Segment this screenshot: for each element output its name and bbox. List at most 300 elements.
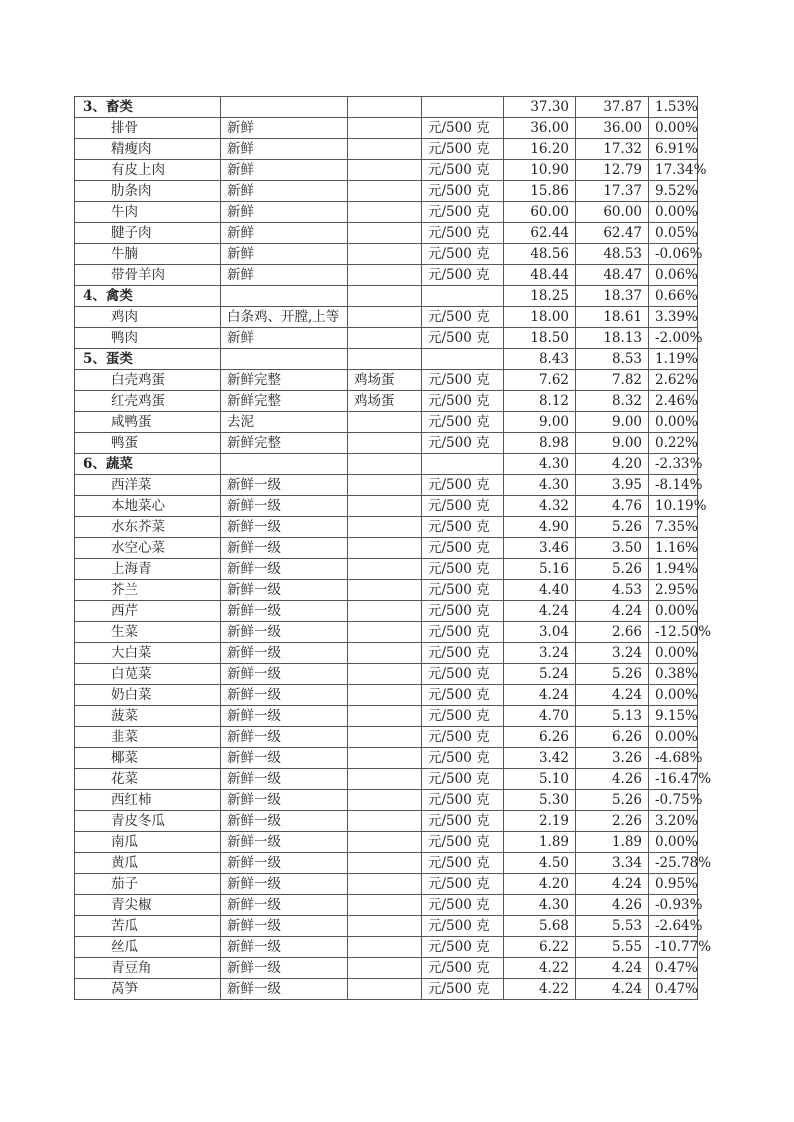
- unit-cell: 元/500 克: [422, 391, 504, 412]
- unit-cell: 元/500 克: [422, 580, 504, 601]
- change-percent-cell: 0.47%: [649, 979, 698, 1000]
- previous-price-cell: 8.43: [504, 349, 576, 370]
- unit-cell: 元/500 克: [422, 328, 504, 349]
- previous-price-cell: 8.12: [504, 391, 576, 412]
- change-percent-cell: 3.20%: [649, 811, 698, 832]
- current-price-cell: 4.76: [576, 496, 649, 517]
- spec-cell: 新鲜一级: [221, 601, 348, 622]
- note-cell: [348, 160, 422, 181]
- note-cell: [348, 706, 422, 727]
- unit-cell: 元/500 克: [422, 265, 504, 286]
- note-cell: [348, 664, 422, 685]
- item-name-cell: 大白菜: [75, 643, 221, 664]
- current-price-cell: 18.37: [576, 286, 649, 307]
- current-price-cell: 3.50: [576, 538, 649, 559]
- change-percent-cell: 0.00%: [649, 118, 698, 139]
- unit-cell: 元/500 克: [422, 727, 504, 748]
- unit-cell: 元/500 克: [422, 622, 504, 643]
- spec-cell: 新鲜完整: [221, 433, 348, 454]
- current-price-cell: 8.53: [576, 349, 649, 370]
- note-cell: [348, 349, 422, 370]
- item-name-cell: 椰菜: [75, 748, 221, 769]
- note-cell: [348, 601, 422, 622]
- table-row: [75, 979, 698, 1000]
- note-cell: [348, 748, 422, 769]
- table-row: [75, 496, 698, 517]
- note-cell: [348, 412, 422, 433]
- previous-price-cell: 48.56: [504, 244, 576, 265]
- current-price-cell: 18.61: [576, 307, 649, 328]
- note-cell: [348, 895, 422, 916]
- change-percent-cell: -0.06%: [649, 244, 698, 265]
- item-name-cell: 有皮上肉: [75, 160, 221, 181]
- note-cell: [348, 790, 422, 811]
- note-cell: [348, 685, 422, 706]
- table-row: [75, 538, 698, 559]
- current-price-cell: 4.24: [576, 874, 649, 895]
- unit-cell: [422, 454, 504, 475]
- table-row: [75, 433, 698, 454]
- note-cell: [348, 496, 422, 517]
- spec-cell: 白条鸡、开膛,上等: [221, 307, 348, 328]
- item-name-cell: 西芹: [75, 601, 221, 622]
- change-percent-cell: 10.19%: [649, 496, 698, 517]
- current-price-cell: 37.87: [576, 97, 649, 118]
- unit-cell: 元/500 克: [422, 979, 504, 1000]
- current-price-cell: 3.34: [576, 853, 649, 874]
- previous-price-cell: 2.19: [504, 811, 576, 832]
- note-cell: [348, 958, 422, 979]
- table-row: [75, 517, 698, 538]
- unit-cell: 元/500 克: [422, 685, 504, 706]
- previous-price-cell: 4.24: [504, 685, 576, 706]
- note-cell: [348, 559, 422, 580]
- change-percent-cell: 0.00%: [649, 685, 698, 706]
- item-name-cell: 红壳鸡蛋: [75, 391, 221, 412]
- current-price-cell: 4.20: [576, 454, 649, 475]
- item-name-cell: 芥兰: [75, 580, 221, 601]
- previous-price-cell: 6.22: [504, 937, 576, 958]
- table-row: [75, 181, 698, 202]
- current-price-cell: 9.00: [576, 412, 649, 433]
- change-percent-cell: 0.05%: [649, 223, 698, 244]
- unit-cell: 元/500 克: [422, 895, 504, 916]
- unit-cell: 元/500 克: [422, 664, 504, 685]
- current-price-cell: 8.32: [576, 391, 649, 412]
- change-percent-cell: 3.39%: [649, 307, 698, 328]
- current-price-cell: 6.26: [576, 727, 649, 748]
- table-row: [75, 706, 698, 727]
- spec-cell: 新鲜一级: [221, 811, 348, 832]
- table-row: [75, 370, 698, 391]
- change-percent-cell: -25.78%: [649, 853, 698, 874]
- previous-price-cell: 18.25: [504, 286, 576, 307]
- spec-cell: 去泥: [221, 412, 348, 433]
- unit-cell: 元/500 克: [422, 475, 504, 496]
- spec-cell: [221, 349, 348, 370]
- note-cell: 鸡场蛋: [348, 370, 422, 391]
- spec-cell: 新鲜: [221, 160, 348, 181]
- previous-price-cell: 3.24: [504, 643, 576, 664]
- change-percent-cell: 0.38%: [649, 664, 698, 685]
- item-name-cell: 苦瓜: [75, 916, 221, 937]
- spec-cell: 新鲜: [221, 265, 348, 286]
- unit-cell: 元/500 克: [422, 202, 504, 223]
- spec-cell: 新鲜: [221, 181, 348, 202]
- spec-cell: 新鲜一级: [221, 559, 348, 580]
- table-row: [75, 601, 698, 622]
- note-cell: [348, 811, 422, 832]
- change-percent-cell: 7.35%: [649, 517, 698, 538]
- spec-cell: 新鲜一级: [221, 916, 348, 937]
- change-percent-cell: 2.95%: [649, 580, 698, 601]
- note-cell: [348, 475, 422, 496]
- unit-cell: 元/500 克: [422, 748, 504, 769]
- table-row: [75, 202, 698, 223]
- table-row: [75, 244, 698, 265]
- note-cell: [348, 118, 422, 139]
- note-cell: [348, 937, 422, 958]
- unit-cell: 元/500 克: [422, 643, 504, 664]
- table-row: [75, 937, 698, 958]
- item-name-cell: 菠菜: [75, 706, 221, 727]
- unit-cell: 元/500 克: [422, 874, 504, 895]
- item-name-cell: 鸡肉: [75, 307, 221, 328]
- spec-cell: 新鲜一级: [221, 664, 348, 685]
- table-row: [75, 139, 698, 160]
- spec-cell: 新鲜一级: [221, 790, 348, 811]
- spec-cell: 新鲜: [221, 118, 348, 139]
- current-price-cell: 4.26: [576, 895, 649, 916]
- note-cell: [348, 97, 422, 118]
- current-price-cell: 3.26: [576, 748, 649, 769]
- change-percent-cell: 2.62%: [649, 370, 698, 391]
- change-percent-cell: 1.94%: [649, 559, 698, 580]
- category-name-cell: 5、蛋类: [75, 349, 221, 370]
- category-row: [75, 97, 698, 118]
- previous-price-cell: 15.86: [504, 181, 576, 202]
- current-price-cell: 17.37: [576, 181, 649, 202]
- note-cell: [348, 181, 422, 202]
- unit-cell: 元/500 克: [422, 937, 504, 958]
- category-name-cell: 6、蔬菜: [75, 454, 221, 475]
- previous-price-cell: 36.00: [504, 118, 576, 139]
- spec-cell: 新鲜: [221, 223, 348, 244]
- item-name-cell: 茄子: [75, 874, 221, 895]
- category-row: [75, 349, 698, 370]
- note-cell: [348, 832, 422, 853]
- previous-price-cell: 4.20: [504, 874, 576, 895]
- price-table: [74, 96, 712, 1000]
- unit-cell: 元/500 克: [422, 853, 504, 874]
- unit-cell: 元/500 克: [422, 433, 504, 454]
- previous-price-cell: 5.68: [504, 916, 576, 937]
- previous-price-cell: 16.20: [504, 139, 576, 160]
- item-name-cell: 牛肉: [75, 202, 221, 223]
- current-price-cell: 60.00: [576, 202, 649, 223]
- current-price-cell: 48.47: [576, 265, 649, 286]
- item-name-cell: 韭菜: [75, 727, 221, 748]
- current-price-cell: 3.95: [576, 475, 649, 496]
- item-name-cell: 白壳鸡蛋: [75, 370, 221, 391]
- table-row: [75, 643, 698, 664]
- previous-price-cell: 3.04: [504, 622, 576, 643]
- unit-cell: [422, 349, 504, 370]
- spec-cell: 新鲜一级: [221, 475, 348, 496]
- change-percent-cell: -16.47%: [649, 769, 698, 790]
- unit-cell: 元/500 克: [422, 706, 504, 727]
- unit-cell: 元/500 克: [422, 118, 504, 139]
- spec-cell: 新鲜一级: [221, 979, 348, 1000]
- note-cell: [348, 328, 422, 349]
- unit-cell: 元/500 克: [422, 160, 504, 181]
- change-percent-cell: 0.00%: [649, 643, 698, 664]
- spec-cell: 新鲜一级: [221, 937, 348, 958]
- current-price-cell: 1.89: [576, 832, 649, 853]
- table-row: [75, 622, 698, 643]
- current-price-cell: 2.26: [576, 811, 649, 832]
- current-price-cell: 5.26: [576, 664, 649, 685]
- current-price-cell: 5.55: [576, 937, 649, 958]
- note-cell: [348, 580, 422, 601]
- table-row: [75, 118, 698, 139]
- unit-cell: 元/500 克: [422, 958, 504, 979]
- change-percent-cell: 6.91%: [649, 139, 698, 160]
- unit-cell: 元/500 克: [422, 223, 504, 244]
- previous-price-cell: 4.30: [504, 895, 576, 916]
- table-row: [75, 832, 698, 853]
- item-name-cell: 腱子肉: [75, 223, 221, 244]
- unit-cell: 元/500 克: [422, 811, 504, 832]
- previous-price-cell: 62.44: [504, 223, 576, 244]
- change-percent-cell: -4.68%: [649, 748, 698, 769]
- spec-cell: 新鲜: [221, 244, 348, 265]
- previous-price-cell: 4.40: [504, 580, 576, 601]
- spec-cell: 新鲜一级: [221, 958, 348, 979]
- previous-price-cell: 4.22: [504, 979, 576, 1000]
- spec-cell: 新鲜: [221, 139, 348, 160]
- previous-price-cell: 4.30: [504, 475, 576, 496]
- note-cell: [348, 223, 422, 244]
- previous-price-cell: 3.46: [504, 538, 576, 559]
- note-cell: [348, 433, 422, 454]
- current-price-cell: 48.53: [576, 244, 649, 265]
- current-price-cell: 5.26: [576, 559, 649, 580]
- change-percent-cell: 0.00%: [649, 412, 698, 433]
- item-name-cell: 牛腩: [75, 244, 221, 265]
- category-row: [75, 454, 698, 475]
- change-percent-cell: -2.00%: [649, 328, 698, 349]
- unit-cell: 元/500 克: [422, 916, 504, 937]
- unit-cell: 元/500 克: [422, 769, 504, 790]
- spec-cell: [221, 286, 348, 307]
- spec-cell: 新鲜一级: [221, 727, 348, 748]
- note-cell: [348, 769, 422, 790]
- item-name-cell: 黄瓜: [75, 853, 221, 874]
- spec-cell: 新鲜一级: [221, 832, 348, 853]
- category-row: [75, 286, 698, 307]
- change-percent-cell: 1.19%: [649, 349, 698, 370]
- table-row: [75, 916, 698, 937]
- previous-price-cell: 5.30: [504, 790, 576, 811]
- spec-cell: [221, 454, 348, 475]
- previous-price-cell: 48.44: [504, 265, 576, 286]
- previous-price-cell: 4.30: [504, 454, 576, 475]
- table-row: [75, 811, 698, 832]
- previous-price-cell: 4.50: [504, 853, 576, 874]
- spec-cell: 新鲜一级: [221, 643, 348, 664]
- spec-cell: 新鲜一级: [221, 874, 348, 895]
- change-percent-cell: -8.14%: [649, 475, 698, 496]
- change-percent-cell: 0.66%: [649, 286, 698, 307]
- unit-cell: 元/500 克: [422, 601, 504, 622]
- current-price-cell: 12.79: [576, 160, 649, 181]
- current-price-cell: 4.53: [576, 580, 649, 601]
- item-name-cell: 奶白菜: [75, 685, 221, 706]
- current-price-cell: 4.24: [576, 979, 649, 1000]
- unit-cell: 元/500 克: [422, 538, 504, 559]
- change-percent-cell: 0.47%: [649, 958, 698, 979]
- spec-cell: 新鲜一级: [221, 853, 348, 874]
- unit-cell: 元/500 克: [422, 244, 504, 265]
- table-row: [75, 685, 698, 706]
- table-row: [75, 160, 698, 181]
- unit-cell: [422, 286, 504, 307]
- unit-cell: 元/500 克: [422, 412, 504, 433]
- unit-cell: 元/500 克: [422, 307, 504, 328]
- note-cell: [348, 244, 422, 265]
- spec-cell: [221, 97, 348, 118]
- current-price-cell: 17.32: [576, 139, 649, 160]
- spec-cell: 新鲜一级: [221, 622, 348, 643]
- current-price-cell: 9.00: [576, 433, 649, 454]
- table-row: [75, 958, 698, 979]
- previous-price-cell: 8.98: [504, 433, 576, 454]
- current-price-cell: 5.26: [576, 790, 649, 811]
- table-row: [75, 559, 698, 580]
- change-percent-cell: -0.75%: [649, 790, 698, 811]
- spec-cell: 新鲜一级: [221, 748, 348, 769]
- table-row: [75, 727, 698, 748]
- table-row: [75, 223, 698, 244]
- price-table-body: [75, 97, 712, 1000]
- previous-price-cell: 6.26: [504, 727, 576, 748]
- item-name-cell: 咸鸭蛋: [75, 412, 221, 433]
- item-name-cell: 水空心菜: [75, 538, 221, 559]
- current-price-cell: 18.13: [576, 328, 649, 349]
- item-name-cell: 精瘦肉: [75, 139, 221, 160]
- previous-price-cell: 3.42: [504, 748, 576, 769]
- change-percent-cell: 0.00%: [649, 727, 698, 748]
- change-percent-cell: 0.00%: [649, 832, 698, 853]
- unit-cell: 元/500 克: [422, 559, 504, 580]
- previous-price-cell: 5.10: [504, 769, 576, 790]
- price-table-page: [74, 96, 712, 1000]
- spec-cell: 新鲜一级: [221, 706, 348, 727]
- note-cell: [348, 874, 422, 895]
- item-name-cell: 白苋菜: [75, 664, 221, 685]
- item-name-cell: 丝瓜: [75, 937, 221, 958]
- table-row: [75, 664, 698, 685]
- current-price-cell: 3.24: [576, 643, 649, 664]
- current-price-cell: 4.24: [576, 958, 649, 979]
- change-percent-cell: 0.22%: [649, 433, 698, 454]
- change-percent-cell: 9.52%: [649, 181, 698, 202]
- spec-cell: 新鲜一级: [221, 580, 348, 601]
- change-percent-cell: 1.53%: [649, 97, 698, 118]
- item-name-cell: 鸭蛋: [75, 433, 221, 454]
- table-row: [75, 580, 698, 601]
- item-name-cell: 带骨羊肉: [75, 265, 221, 286]
- note-cell: 鸡场蛋: [348, 391, 422, 412]
- change-percent-cell: 2.46%: [649, 391, 698, 412]
- spec-cell: 新鲜完整: [221, 370, 348, 391]
- table-row: [75, 328, 698, 349]
- previous-price-cell: 37.30: [504, 97, 576, 118]
- previous-price-cell: 4.70: [504, 706, 576, 727]
- table-row: [75, 790, 698, 811]
- spec-cell: 新鲜一级: [221, 895, 348, 916]
- change-percent-cell: 9.15%: [649, 706, 698, 727]
- item-name-cell: 水东芥菜: [75, 517, 221, 538]
- table-row: [75, 895, 698, 916]
- item-name-cell: 鸭肉: [75, 328, 221, 349]
- item-name-cell: 花菜: [75, 769, 221, 790]
- item-name-cell: 青尖椒: [75, 895, 221, 916]
- previous-price-cell: 1.89: [504, 832, 576, 853]
- note-cell: [348, 853, 422, 874]
- current-price-cell: 5.26: [576, 517, 649, 538]
- previous-price-cell: 4.32: [504, 496, 576, 517]
- table-row: [75, 412, 698, 433]
- item-name-cell: 上海青: [75, 559, 221, 580]
- change-percent-cell: -2.64%: [649, 916, 698, 937]
- table-row: [75, 475, 698, 496]
- table-row: [75, 853, 698, 874]
- note-cell: [348, 454, 422, 475]
- unit-cell: 元/500 克: [422, 370, 504, 391]
- item-name-cell: 西洋菜: [75, 475, 221, 496]
- table-row: [75, 265, 698, 286]
- current-price-cell: 2.66: [576, 622, 649, 643]
- spec-cell: 新鲜一级: [221, 769, 348, 790]
- spec-cell: 新鲜: [221, 328, 348, 349]
- change-percent-cell: 0.95%: [649, 874, 698, 895]
- spec-cell: 新鲜一级: [221, 517, 348, 538]
- previous-price-cell: 4.22: [504, 958, 576, 979]
- current-price-cell: 4.24: [576, 685, 649, 706]
- table-row: [75, 769, 698, 790]
- note-cell: [348, 643, 422, 664]
- change-percent-cell: -12.50%: [649, 622, 698, 643]
- unit-cell: 元/500 克: [422, 181, 504, 202]
- current-price-cell: 7.82: [576, 370, 649, 391]
- current-price-cell: 62.47: [576, 223, 649, 244]
- note-cell: [348, 622, 422, 643]
- note-cell: [348, 286, 422, 307]
- table-row: [75, 748, 698, 769]
- change-percent-cell: -0.93%: [649, 895, 698, 916]
- previous-price-cell: 5.24: [504, 664, 576, 685]
- spec-cell: 新鲜完整: [221, 391, 348, 412]
- previous-price-cell: 18.50: [504, 328, 576, 349]
- change-percent-cell: 17.34%: [649, 160, 698, 181]
- previous-price-cell: 10.90: [504, 160, 576, 181]
- previous-price-cell: 7.62: [504, 370, 576, 391]
- item-name-cell: 青皮冬瓜: [75, 811, 221, 832]
- note-cell: [348, 727, 422, 748]
- unit-cell: 元/500 克: [422, 790, 504, 811]
